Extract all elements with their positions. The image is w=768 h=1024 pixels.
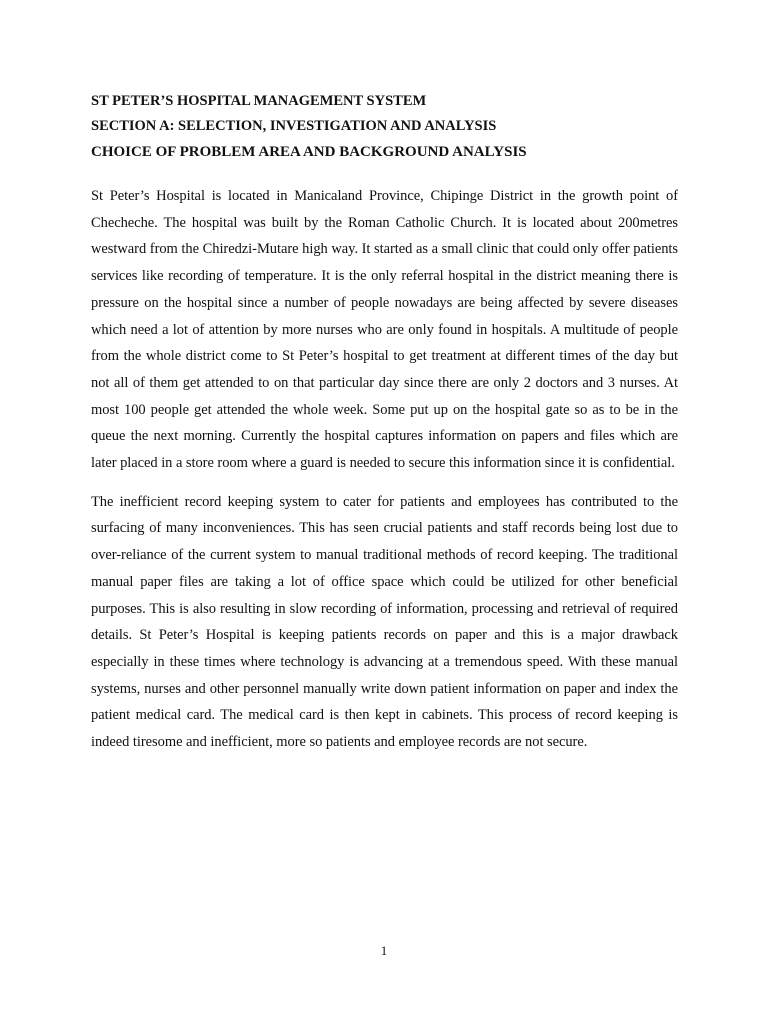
body-paragraph-1: St Peter’s Hospital is located in Manicaland Province, Chipinge District in the growth point of Checheche. The hospital was built by the Roman Catholic Church. It is located about 200metres westward from the Chiredzi-Mutare high way. It started as a small clinic that could only offer patients services like recording of temperature. It is the only referral hospital in the district meaning there is pressure on the hospital since a number of people nowadays are being affected by severe diseases which need a lot of attention by more nurses who are only found in hospitals. A multitude of people from the whole district come to St Peter’s hospital to get treatment at different times of the day but not all of them get attended to on that particular day since there are only 2 doctors and 3 nurses. At most 100 people get attended the whole week. Some put up on the hospital gate so as to be in the queue the next morning. Currently the hospital captures information on papers and files which are later placed in a store room where a guard is needed to secure this information since it is confidential. (91, 188, 678, 472)
subsection-heading: CHOICE OF PROBLEM AREA AND BACKGROUND ANALYSIS (91, 144, 527, 160)
section-heading: SECTION A: SELECTION, INVESTIGATION AND ANALYSIS (91, 118, 497, 134)
document-title: ST PETER’S HOSPITAL MANAGEMENT SYSTEM (91, 93, 427, 109)
body-paragraph-2: The inefficient record keeping system to cater for patients and employees has contributed to the surfacing of many inconveniences. This has seen crucial patients and staff records being lost due to over-reliance of the current system to manual traditional methods of record keeping. The traditional manual paper files are taking a lot of office space which could be utilized for other beneficial purposes. This is also resulting in slow recording of information, processing and retrieval of required details. St Peter’s Hospital is keeping patients records on paper and this is a major drawback especially in these times where technology is advancing at a tremendous speed. With these manual systems, nurses and other personnel manually write down patient information on paper and index the patient medical card. The medical card is then kept in cabinets. This process of record keeping is indeed tiresome and inefficient, more so patients and employee records are not secure. (91, 493, 678, 751)
page-number: 1 (380, 943, 388, 958)
page-content (91, 92, 678, 768)
